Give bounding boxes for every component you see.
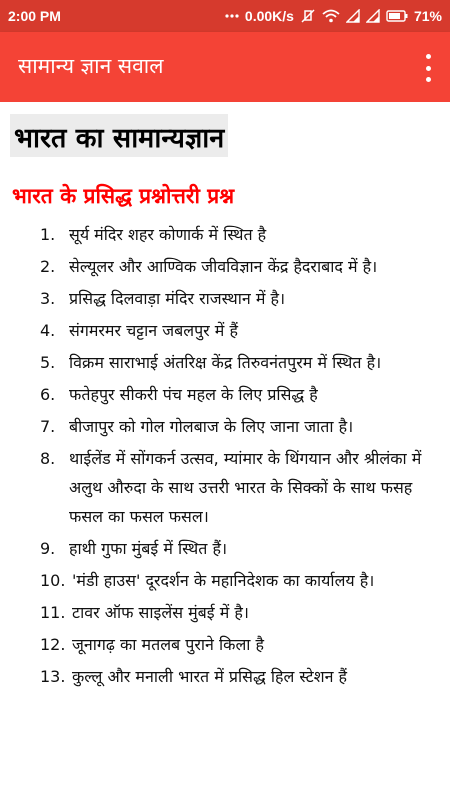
item-text: थाईलेंड में सोंगकर्न उत्सव, म्यांमार के थिंगयान और श्रीलंका में अलुथ औरुदा के साथ उत्तरी भारत के सिक्कों के साथ फसह फसल का फसल फसल। [69,449,422,526]
item-number: 6. [40,385,56,404]
app-bar [0,32,450,102]
wifi-icon [322,9,340,23]
question-list [0,220,450,694]
list-item [0,598,450,627]
list-item [0,252,450,281]
bottom-area [0,738,450,800]
item-text: संगमरमर चट्टान जबलपुर में हैं [69,321,238,340]
item-number: 7. [40,417,56,436]
list-item [0,444,450,531]
item-text: जूनागढ़ का मतलब पुराने किला है [72,635,265,654]
item-text: टावर ऑफ साइलेंस मुंबई में है। [72,603,249,622]
section-subheading: भारत के प्रसिद्ध प्रश्नोत्तरी प्रश्न [12,184,235,208]
item-number: 2. [40,257,56,276]
menu-dots-icon [225,11,239,21]
list-item [0,412,450,441]
list-item [0,220,450,249]
item-number: 3. [40,289,56,308]
item-text: हाथी गुफा मुंबई में स्थित हैं। [69,539,228,558]
item-number: 4. [40,321,56,340]
overflow-menu-icon[interactable] [420,54,436,82]
item-text: फतेहपुर सीकरी पंच महल के लिए प्रसिद्ध है [69,385,318,404]
item-text: प्रसिद्ध दिलवाड़ा मंदिर राजस्थान में है। [69,289,286,308]
item-number: 9. [40,539,56,558]
list-item [0,348,450,377]
item-text: 'मंडी हाउस' दूरदर्शन के महानिदेशक का कार्यालय है। [72,571,375,590]
item-text: बीजापुर को गोल गोलबाज के लिए जाना जाता है। [69,417,354,436]
battery-percent: 71% [413,8,442,24]
mute-icon [300,8,316,24]
item-text: सूर्य मंदिर शहर कोणार्क में स्थित है [69,225,267,244]
item-number: 1. [40,225,56,244]
list-item [0,630,450,659]
list-item [0,662,450,691]
content-scroll[interactable] [0,102,450,738]
item-number: 8. [40,449,56,468]
battery-icon [386,10,408,22]
list-item [0,380,450,409]
status-time: 2:00 PM [8,8,61,24]
item-number: 10. [40,571,66,590]
signal-icon [366,9,380,23]
item-text: सेल्यूलर और आण्विक जीवविज्ञान केंद्र हैदराबाद में है। [69,257,378,276]
page-title: भारत का सामान्यज्ञान [10,114,228,157]
status-bar [0,0,450,32]
item-number: 13. [40,667,66,686]
list-item [0,534,450,563]
item-text: कुल्लू और मनाली भारत में प्रसिद्ध हिल स्टेशन हैं [72,667,348,686]
item-number: 12. [40,635,66,654]
list-item [0,316,450,345]
list-item [0,284,450,313]
network-speed: 0.00K/s [244,8,294,24]
app-title: सामान्य ज्ञान सवाल [18,54,164,78]
item-text: विक्रम साराभाई अंतरिक्ष केंद्र तिरुवनंतपुरम में स्थित है। [69,353,382,372]
list-item [0,566,450,595]
item-number: 11. [40,603,66,622]
signal-icon [346,9,360,23]
status-icons [225,8,442,24]
item-number: 5. [40,353,56,372]
